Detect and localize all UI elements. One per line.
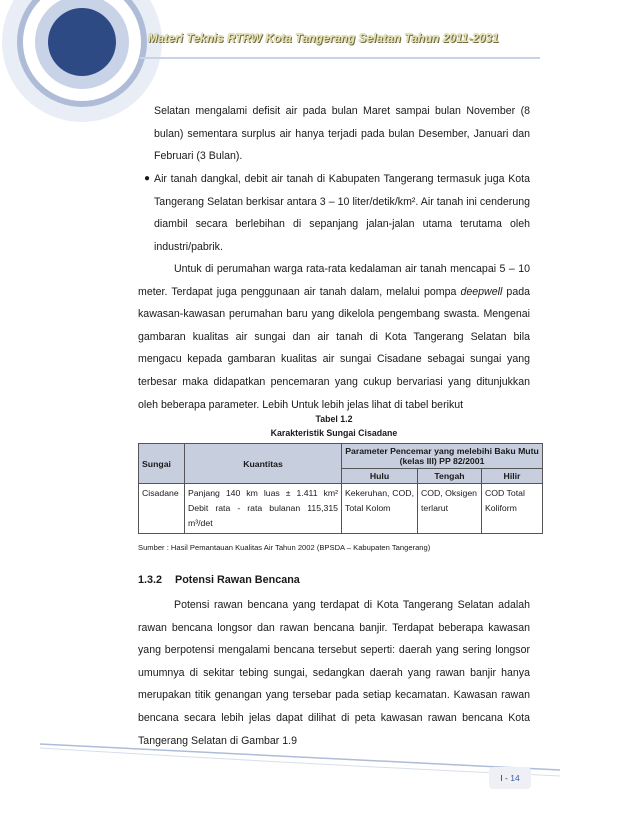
table-number: Tabel 1.2 bbox=[315, 414, 353, 424]
cell-hulu: Kekeruhan, COD, Total Kolom bbox=[342, 484, 418, 534]
paragraph-groundwater bbox=[138, 258, 530, 416]
header-tengah: Tengah bbox=[418, 469, 482, 484]
cell-sungai: Cisadane bbox=[139, 484, 185, 534]
header-hilir: Hilir bbox=[482, 469, 543, 484]
groundwater-text-a: Untuk di perumahan warga rata-rata kedalaman air tanah mencapai 5 – 10 meter. Terdapat juga penggunaan air tanah dalam, melalui pompa bbox=[138, 263, 530, 298]
table-source-note: Sumber : Hasil Pemantauan Kualitas Air Tahun 2002 (BPSDA – Kabupaten Tangerang) bbox=[138, 543, 431, 552]
bullet-icon: ● bbox=[144, 173, 151, 184]
table-caption bbox=[138, 412, 530, 440]
table-row bbox=[139, 484, 543, 534]
paragraph-disaster-potential bbox=[138, 594, 530, 752]
page-number: 14 bbox=[510, 773, 520, 783]
cell-tengah: COD, Oksigen terlarut bbox=[418, 484, 482, 534]
header-hulu: Hulu bbox=[342, 469, 418, 484]
document-header-title: Materi Teknis RTRW Kota Tangerang Selatan Tahun 2011-2031 bbox=[148, 33, 499, 45]
section-heading bbox=[138, 574, 300, 586]
footer-rule-2 bbox=[40, 748, 560, 776]
river-characteristics-table bbox=[138, 443, 543, 534]
section-title: Potensi Rawan Bencana bbox=[175, 574, 300, 586]
header-kuantitas: Kuantitas bbox=[185, 444, 342, 484]
cell-kuantitas: Panjang 140 km luas ± 1.411 km² Debit rata - rata bulanan 115,315 m³/det bbox=[185, 484, 342, 534]
paragraph-rainfall-deficit: Selatan mengalami defisit air pada bulan Maret sampai bulan November (8 bulan) sementara surplus air hanya terjadi pada bulan Desember, Januari dan Februari (3 Bulan). bbox=[154, 105, 530, 163]
bullet-text: Air tanah dangkal, debit air tanah di Kabupaten Tangerang termasuk juga Kota Tangerang Selatan berkisar antara 3 – 10 liter/detik/km². Air tanah ini cenderung diambil secara berlebihan di sepanjang jalan-jalan utama terutama oleh industri/pabrik. bbox=[154, 173, 530, 253]
cell-hilir: COD Total Koliform bbox=[482, 484, 543, 534]
deepwell-term: deepwell bbox=[460, 285, 503, 298]
table-header-row bbox=[139, 444, 543, 469]
page-number-badge bbox=[489, 767, 531, 789]
groundwater-text-b: pada kawasan-kawasan perumahan baru yang dikelola pengembang swasta. Mengenai gambaran kualitas air sungai dan air tanah di Kota Tangerang Selatan bila mengacu kepada gambaran kualitas air sungai Cisadane sebagai sungai yang terbesar maka didapatkan pencemaran yang cukup bervariasi yang ditunjukkan oleh beberapa parameter. Lebih Untuk lebih jelas lihat di tabel berikut bbox=[138, 285, 530, 411]
header-sungai: Sungai bbox=[139, 444, 185, 484]
corner-circle-ornament bbox=[2, 0, 162, 122]
header-parameter: Parameter Pencemar yang melebihi Baku Mutu (kelas III) PP 82/2001 bbox=[342, 444, 543, 469]
bullet-item-groundwater bbox=[143, 168, 530, 258]
disaster-text: Potensi rawan bencana yang terdapat di Kota Tangerang Selatan adalah rawan bencana longsor dan rawan bencana banjir. Terdapat beberapa kawasan yang berpotensi mengalami bencana tersebut seperti: daerah yang sering longsor umumnya di sekitar tebing sungai, sedangkan daerah yang rawan banjir hanya merupakan titik genangan yang tersebar pada setiap kecamatan. Kawasan rawan bencana secara lebih jelas dapat dilihat di peta kawasan rawan bencana Kota Tangerang Selatan di Gambar 1.9 bbox=[138, 599, 530, 747]
table-title: Karakteristik Sungai Cisadane bbox=[270, 428, 398, 438]
page-prefix: I - bbox=[500, 773, 511, 783]
section-number: 1.3.2 bbox=[138, 574, 163, 586]
